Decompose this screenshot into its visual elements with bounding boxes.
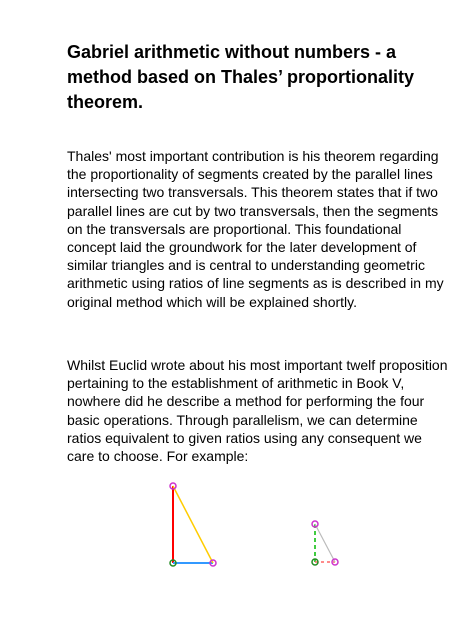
- paragraph-euclid: Whilst Euclid wrote about his most important twelf proposition pertaining to the establishment of arithmetic in Book V, nowhere did he describe a method for performing the four basic operations. Through parallelism, we can determine ratios equivalent to given ratios using any consequent we care to choose. For example:: [67, 357, 448, 465]
- paragraph-thales: Thales' most important contribution is his theorem regarding the proportionality of segments created by the parallel lines intersecting two transversals. This theorem states that if two parallel lines are cut by two transversals, then the segments on the transversals are proportional. This foundational concept laid the groundwork for the later development of similar triangles and is central to understanding geometric arithmetic using ratios of line segments as is described in my original method which will be explained shortly.: [67, 148, 444, 310]
- small-triangle: [312, 521, 338, 565]
- large-hypotenuse: [173, 486, 213, 563]
- small-hypotenuse: [315, 524, 335, 562]
- document-title: Gabriel arithmetic without numbers - a method based on Thales’ proportionality theorem.: [67, 42, 415, 112]
- triangles-figure: [0, 470, 474, 580]
- large-triangle: [170, 483, 216, 566]
